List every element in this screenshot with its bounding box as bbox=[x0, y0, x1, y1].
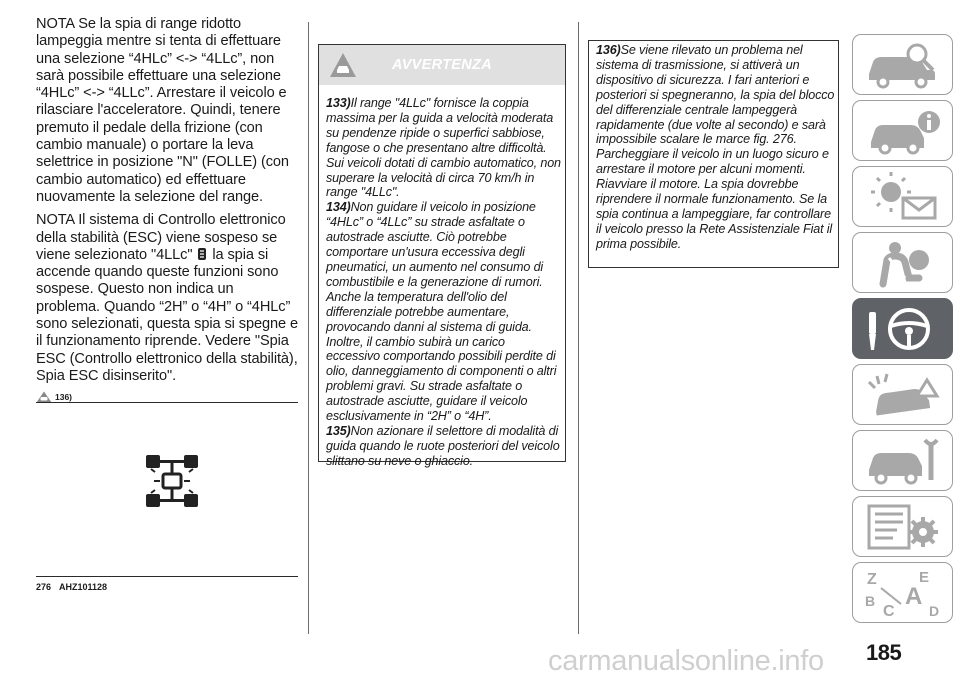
watermark: carmanualsonline.info bbox=[548, 645, 824, 677]
figure-top-rule bbox=[36, 402, 298, 403]
tab-servicing-and-care[interactable] bbox=[852, 430, 953, 491]
warning-item-133: 133)Il range "4LLc" fornisce la coppia massima per la guida a velocità moderata su pendenze ripide o superfici sabbiose, fangose o che presentano altre difficoltà. Sui veicoli dotati di cambio automatico, non superare la velocità di circa 70 km/h in range "4LLc". bbox=[326, 96, 561, 200]
car-emergency-icon bbox=[861, 370, 945, 420]
chapter-tabs bbox=[852, 34, 953, 628]
car-info-icon bbox=[861, 106, 945, 156]
tab-technical-specifications[interactable] bbox=[852, 496, 953, 557]
four-wheel-drive-lock-indicator-icon bbox=[146, 451, 198, 511]
index-letter-d: D bbox=[928, 602, 939, 618]
warning-header bbox=[319, 45, 565, 85]
column-divider-1 bbox=[308, 22, 309, 634]
tab-warning-lights-messages[interactable] bbox=[852, 166, 953, 227]
tab-alphabetical-index[interactable] bbox=[852, 562, 953, 623]
index-letter-a: A bbox=[904, 582, 922, 610]
warning-reference: 136) bbox=[36, 391, 298, 403]
warning-title: AVVERTENZA bbox=[392, 57, 492, 73]
warning-item-136-box: 136)Se viene rilevato un problema nel sistema di trasmissione, si attiverà un dispositivo di sicurezza. I fari anteriori e posteriori si spegneranno, la spia del blocco del differenziale centrale lampeggerà rapidamente (due volte al secondo) e sarà impossibile scalare le marce fig. 276. Parcheggiare il veicolo in un luogo sicuro e arrestare il motore per alcuni momenti. Riavviare il motore. La spia dovrebbe riprendere il normale funzionamento. Se la spia continua a lampeggiare, far controllare il veicolo presso la Rete Assistenziale Fiat il prima possibile. bbox=[588, 40, 839, 268]
index-letter-b: B bbox=[864, 592, 875, 609]
tab-knowing-instrument-panel[interactable] bbox=[852, 100, 953, 161]
alphabetical-index-icon bbox=[861, 568, 945, 618]
car-wrench-icon bbox=[861, 436, 945, 486]
tab-getting-to-know-vehicle[interactable] bbox=[852, 34, 953, 95]
figure-bottom-rule bbox=[36, 576, 298, 577]
specs-gear-icon bbox=[861, 502, 945, 552]
esc-warning-light-icon bbox=[197, 247, 207, 261]
airbag-seatbelt-icon bbox=[861, 238, 945, 288]
column-divider-2 bbox=[578, 22, 579, 634]
key-steering-wheel-icon bbox=[861, 304, 945, 354]
warning-box bbox=[318, 44, 566, 468]
warning-light-message-icon bbox=[861, 172, 945, 222]
tab-safety[interactable] bbox=[852, 232, 953, 293]
left-column bbox=[36, 16, 298, 403]
warning-item-134: 134)Non guidare il veicolo in posizione “4HLc” o “4LLc” su strade asfaltate o autostrade asciutte. Ciò potrebbe comportare un'usura eccessiva degli pneumatici, un aumento nel consumo di combustibile e la generazione di rumori. Anche la temperatura dell'olio del differenziale potrebbe aumentare, provocando danni al sistema di guida. Inoltre, il cambio subirà un carico eccessivo comportando possibili perdite di olio, danneggiamento di componenti o altri problemi gravi. Su strade asfaltate o autostrade asciutte, guidare il veicolo esclusivamente in “2H” o “4H”. bbox=[326, 200, 557, 424]
page-number: 185 bbox=[866, 640, 902, 665]
note-esc-suspended: NOTA Il sistema di Controllo elettronico della stabilità (ESC) viene sospeso se viene selezionato "4LLc" la spia si accende quando queste funzioni sono sospese. Questo non indica un problema. Quando “2H” o “4H” o “4HLc” sono selezionati, questa spia si spegne e il funzionamento riprende. Vedere "Spia ESC (Controllo elettronico della stabilità), Spia ESC disinserito". bbox=[36, 212, 299, 384]
warning-body bbox=[319, 85, 565, 469]
figure-caption: 276 AHZ101128 bbox=[36, 582, 108, 592]
warning-item-135: 135)Non azionare il selettore di modalità di guida quando le ruote posteriori del veicolo slittano su neve o ghiaccio. bbox=[326, 423, 560, 468]
index-letter-c: C bbox=[882, 602, 895, 618]
index-letter-z: Z bbox=[866, 570, 877, 588]
car-search-icon bbox=[861, 40, 945, 90]
tab-in-an-emergency[interactable] bbox=[852, 364, 953, 425]
index-letter-e: E bbox=[918, 568, 929, 586]
note-range-flashing: NOTA Se la spia di range ridotto lampeggia mentre si tenta di effettuare una selezione “4HLc” <-> “4LLc”, non sarà possibile effettuare una selezione “4HLc” <-> “4LLc”. Arrestare il veicolo e rilasciare l'acceleratore. Quindi, tenere premuto il pedale della frizione (con cambio manuale) o portare la leva selettrice in posizione "N" (FOLLE) (con cambio automatico) ed effettuare nuovamente la selezione del range. bbox=[36, 16, 289, 205]
tab-starting-and-driving[interactable] bbox=[852, 298, 953, 359]
